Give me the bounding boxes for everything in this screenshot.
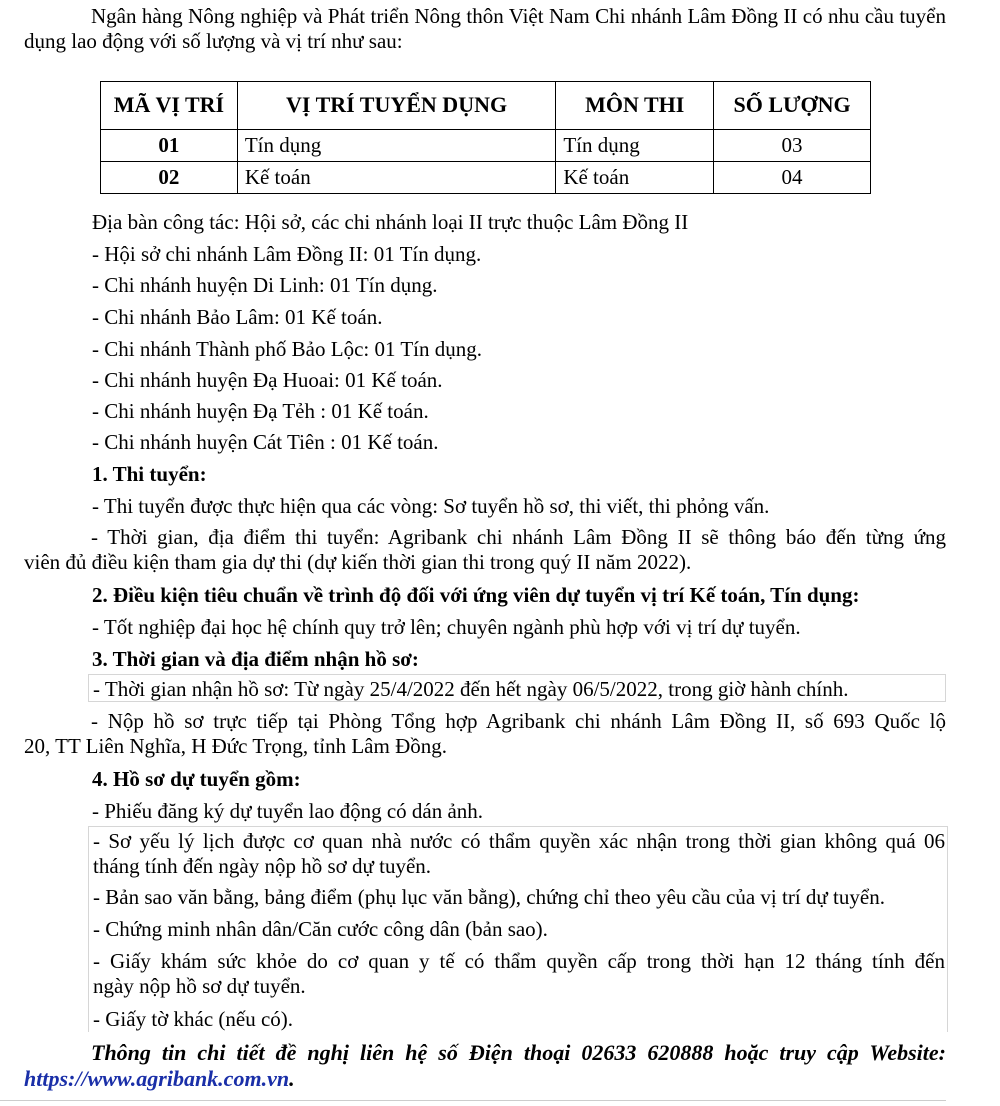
- section-4-item-line: - Sơ yếu lý lịch được cơ quan nhà nước có thẩm quyền xác nhận trong thời gian không quá 06: [93, 829, 945, 853]
- location-item: - Chi nhánh huyện Di Linh: 01 Tín dụng.: [92, 273, 438, 297]
- location-title: Địa bàn công tác: Hội sở, các chi nhánh loại II trực thuộc Lâm Đồng II: [92, 210, 689, 234]
- cell-quantity: 04: [714, 162, 871, 194]
- contact-line: Thông tin chi tiết đề nghị liên hệ số Điện thoại 02633 620888 hoặc truy cập Website:: [91, 1040, 946, 1065]
- section-4-item: - Bản sao văn bằng, bảng điểm (phụ lục văn bằng), chứng chỉ theo yêu cầu của vị trí dự tuyển.: [93, 885, 885, 909]
- section-3-item-line: - Nộp hồ sơ trực tiếp tại Phòng Tổng hợp Agribank chi nhánh Lâm Đồng II, số 693 Quốc lộ: [91, 709, 946, 733]
- section-4-item: - Phiếu đăng ký dự tuyển lao động có dán ảnh.: [92, 799, 484, 823]
- section-3-item-address: [24, 709, 946, 759]
- section-4-heading: 4. Hồ sơ dự tuyển gồm:: [92, 767, 301, 791]
- section-4-item: - Chứng minh nhân dân/Căn cước công dân (bản sao).: [93, 917, 548, 941]
- section-2-item: - Tốt nghiệp đại học hệ chính quy trở lên; chuyên ngành phù hợp với vị trí dự tuyển.: [92, 615, 801, 639]
- section-1-item-line: viên đủ điều kiện tham gia dự thi (dự kiến thời gian thi trong quý II năm 2022).: [24, 550, 692, 575]
- table-row: [101, 162, 871, 194]
- section-3-item-line: 20, TT Liên Nghĩa, H Đức Trọng, tỉnh Lâm Đồng.: [24, 734, 448, 759]
- section-4-item-line: ngày nộp hồ sơ dự tuyển.: [93, 974, 306, 999]
- website-link[interactable]: https://www.agribank.com.vn: [24, 1066, 290, 1092]
- bottom-divider: [0, 1100, 946, 1101]
- section-3-heading: 3. Thời gian và địa điểm nhận hồ sơ:: [92, 647, 419, 671]
- cell-position-name: Kế toán: [237, 162, 556, 194]
- intro-paragraph: Ngân hàng Nông nghiệp và Phát triển Nông thôn Việt Nam Chi nhánh Lâm Đồng II có nhu cầu tuyển dụng lao động với số lượng và vị trí như sau:: [24, 4, 946, 54]
- header-position-name: VỊ TRÍ TUYỂN DỤNG: [237, 82, 556, 130]
- cell-position-code: 02: [101, 162, 238, 194]
- header-position-code: MÃ VỊ TRÍ: [101, 82, 238, 130]
- table-header-row: [101, 82, 871, 130]
- section-4-item: - Giấy tờ khác (nếu có).: [93, 1007, 294, 1031]
- section-3-item-time: - Thời gian nhận hồ sơ: Từ ngày 25/4/2022 đến hết ngày 06/5/2022, trong giờ hành chính.: [88, 674, 946, 702]
- contact-line-2: [24, 1066, 946, 1092]
- section-1-heading: 1. Thi tuyển:: [92, 462, 207, 486]
- section-4-item-cv: [93, 829, 945, 879]
- contact-note: [24, 1040, 946, 1093]
- cell-position-name: Tín dụng: [237, 130, 556, 162]
- contact-period: .: [289, 1066, 295, 1092]
- section-4-item-line: - Giấy khám sức khỏe do cơ quan y tế có thẩm quyền cấp trong thời hạn 12 tháng tính đến: [93, 949, 945, 973]
- section-2-heading: 2. Điều kiện tiêu chuẩn về trình độ đối với ứng viên dự tuyển vị trí Kế toán, Tín dụng:: [92, 583, 860, 607]
- location-item: - Chi nhánh Bảo Lâm: 01 Kế toán.: [92, 305, 383, 329]
- cell-position-code: 01: [101, 130, 238, 162]
- cell-exam-subject: Kế toán: [556, 162, 714, 194]
- section-1-item-schedule: [24, 525, 946, 575]
- section-1-item-line: - Thời gian, địa điểm thi tuyển: Agribank chi nhánh Lâm Đồng II sẽ thông báo đến từng ứng: [91, 525, 946, 549]
- location-item: - Chi nhánh huyện Đạ Huoai: 01 Kế toán.: [92, 368, 443, 392]
- cell-quantity: 03: [714, 130, 871, 162]
- cell-exam-subject: Tín dụng: [556, 130, 714, 162]
- location-item: - Chi nhánh Thành phố Bảo Lộc: 01 Tín dụng.: [92, 337, 483, 361]
- section-1-item: - Thi tuyển được thực hiện qua các vòng: Sơ tuyển hồ sơ, thi viết, thi phỏng vấn.: [92, 494, 770, 518]
- header-exam-subject: MÔN THI: [556, 82, 714, 130]
- location-item: - Hội sở chi nhánh Lâm Đồng II: 01 Tín dụng.: [92, 242, 482, 266]
- document-list-box: [88, 826, 948, 1032]
- section-4-item-line: tháng tính đến ngày nộp hồ sơ dự tuyển.: [93, 854, 432, 879]
- job-table: [100, 81, 871, 194]
- header-quantity: SỐ LƯỢNG: [714, 82, 871, 130]
- section-4-item-health: [93, 949, 945, 999]
- table-row: [101, 130, 871, 162]
- location-item: - Chi nhánh huyện Cát Tiên : 01 Kế toán.: [92, 430, 439, 454]
- location-item: - Chi nhánh huyện Đạ Tẻh : 01 Kế toán.: [92, 399, 429, 423]
